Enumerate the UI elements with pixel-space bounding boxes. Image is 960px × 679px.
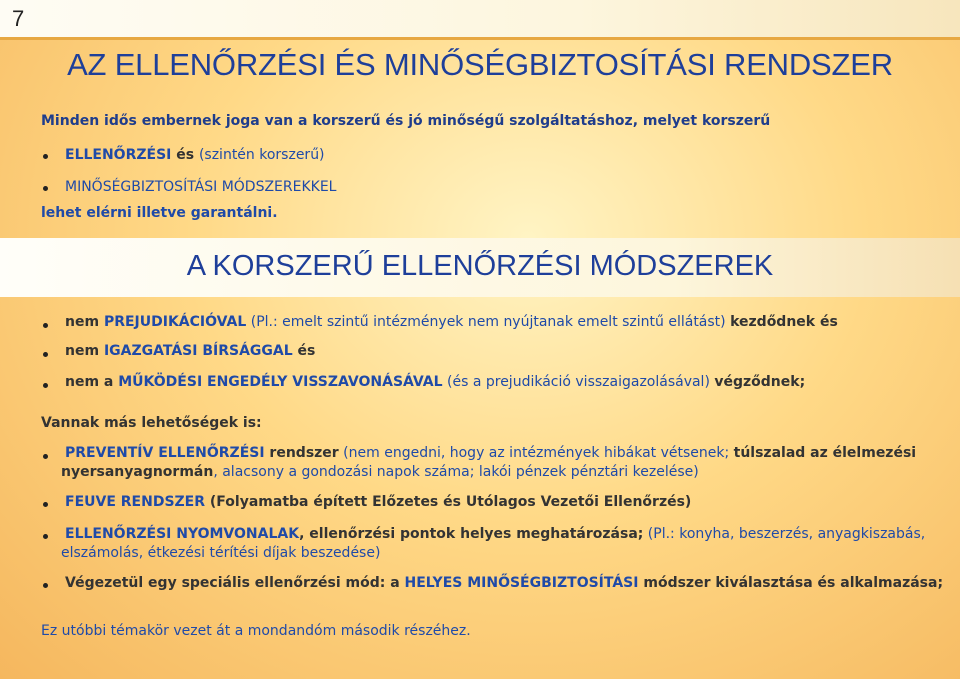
bullet (43, 186, 48, 191)
list-item: ELLENŐRZÉSI NYOMVONALAK, ellenőrzési pontok helyes meghatározása; (Pl.: konyha, beszerzés, anyagkiszabás, (65, 526, 926, 542)
bullet (43, 454, 48, 459)
list-item-continuation: nyersanyagnormán, alacsony a gondozási napok száma; lakói pénzek pénztári kezelése) (61, 464, 699, 480)
main-title: AZ ELLENŐRZÉSI ÉS MINŐSÉGBIZTOSÍTÁSI RENDSZER (67, 47, 893, 82)
list-item: Végezetül egy speciális ellenőrzési mód: a HELYES MINŐSÉGBIZTOSÍTÁSI módszer kiválasztása és alkalmazása; (65, 575, 944, 591)
bullet (43, 502, 48, 507)
intro-text: Minden idős embernek joga van a korszerű és jó minőségű szolgáltatáshoz, melyet korszerű (41, 113, 771, 129)
bullet (43, 583, 48, 588)
list-item: PREVENTÍV ELLENŐRZÉSI rendszer (nem engedni, hogy az intézmények hibákat vétsenek; túlszalad az élelmezési (65, 445, 917, 461)
list-item: MINŐSÉGBIZTOSÍTÁSI MÓDSZEREKKEL (65, 179, 337, 195)
closing-text: lehet elérni illetve garantálni. (41, 205, 278, 221)
list-item: nem a MŰKÖDÉSI ENGEDÉLY VISSZAVONÁSÁVAL (és a prejudikáció visszaigazolásával) végződnek; (65, 374, 806, 390)
bullet (43, 154, 48, 159)
section-title: A KORSZERŰ ELLENŐRZÉSI MÓDSZEREK (186, 250, 774, 282)
final-text: Ez utóbbi témakör vezet át a mondandóm második részéhez. (41, 623, 471, 639)
list-item: ELLENŐRZÉSI és (szintén korszerű) (65, 147, 325, 163)
bullet (43, 383, 48, 388)
bullet (43, 352, 48, 357)
list-item-continuation: elszámolás, étkezési térítési díjak beszedése) (61, 545, 381, 561)
page-number: 7 (12, 6, 25, 31)
bullet (43, 323, 48, 328)
list-item: nem PREJUDIKÁCIÓVAL (Pl.: emelt szintű intézmények nem nyújtanak emelt szintű ellátást) kezdődnek és (65, 314, 838, 330)
list-item: FEUVE RENDSZER (Folyamatba épített Előzetes és Utólagos Vezetői Ellenőrzés) (65, 494, 692, 510)
top-bar (0, 0, 960, 40)
other-label: Vannak más lehetőségek is: (41, 415, 262, 431)
list-item: nem IGAZGATÁSI BÍRSÁGGAL és (65, 343, 316, 359)
bullet (43, 534, 48, 539)
